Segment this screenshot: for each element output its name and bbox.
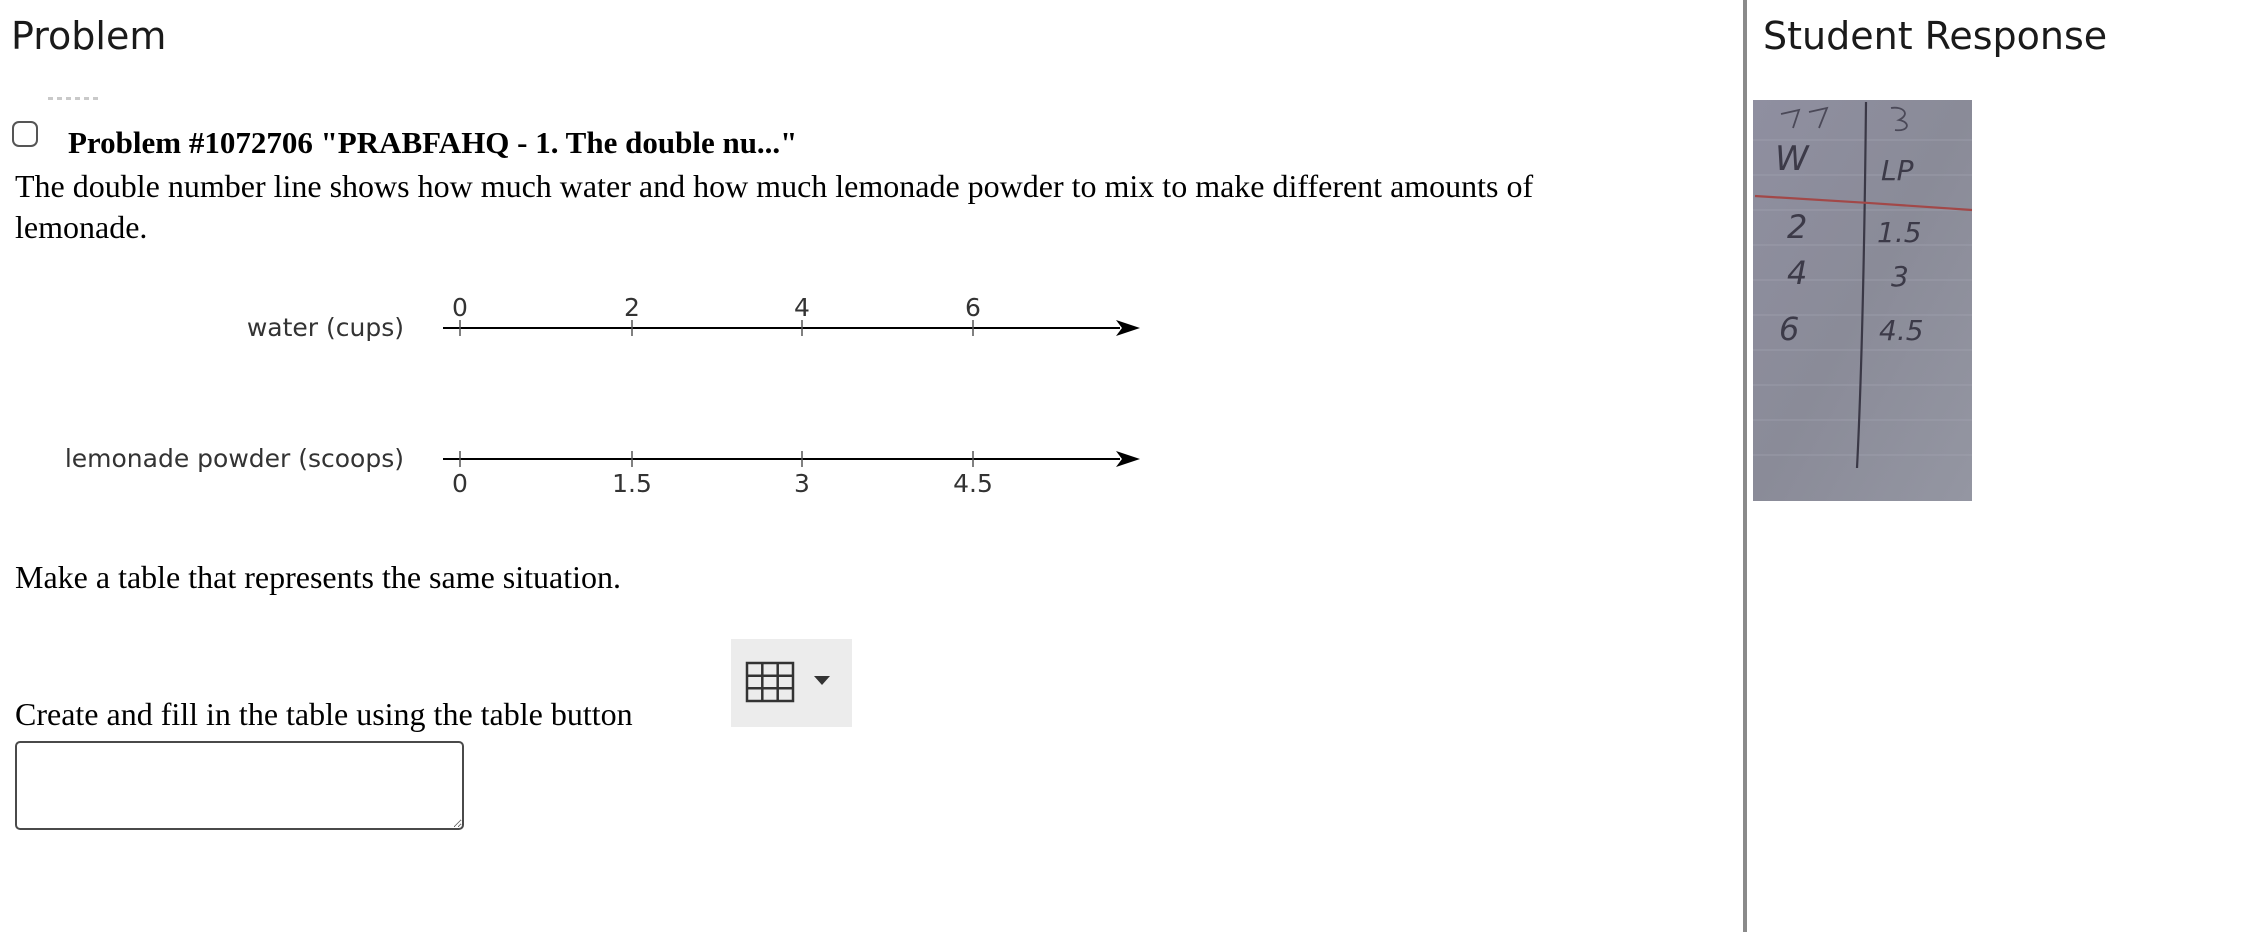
answer-input[interactable] (15, 741, 464, 830)
lemonade-powder-label: lemonade powder (scoops) (64, 444, 404, 473)
water-tick-label: 0 (452, 293, 468, 322)
student-response-panel (1747, 0, 2242, 932)
water-ticks (452, 293, 981, 336)
student-response-heading: Student Response (1763, 14, 2108, 58)
handwritten-cell: 3 (1891, 260, 1909, 293)
table-prompt: Make a table that represents the same situation. (15, 559, 622, 595)
handwritten-cell: 4 (1787, 254, 1808, 292)
handwritten-cell: 6 (1779, 310, 1800, 348)
problem-panel-heading: Problem (11, 14, 167, 58)
double-number-line (0, 280, 1200, 510)
problem-statement: The double number line shows how much water and how much lemonade powder to mix to make different amounts of lemonade. (15, 168, 1534, 245)
handwritten-cell: 4.5 (1879, 314, 1924, 347)
faint-header-mark (48, 97, 100, 100)
handwritten-header: W (1775, 139, 1809, 179)
water-tick-label: 6 (965, 293, 981, 322)
problem-select-checkbox[interactable] (12, 121, 38, 147)
handwritten-header: LP (1881, 154, 1914, 187)
water-label: water (cups) (246, 313, 404, 342)
handwritten-cell: 1.5 (1877, 216, 1922, 249)
powder-tick-label: 4.5 (953, 469, 993, 498)
water-tick-label: 2 (624, 293, 640, 322)
powder-tick-label: 1.5 (612, 469, 652, 498)
table-grid-icon (731, 639, 852, 727)
handwritten-cell: 2 (1787, 208, 1808, 246)
water-tick-label: 4 (794, 293, 810, 322)
student-response-image (1753, 100, 1972, 501)
problem-title: Problem #1072706 "PRABFAHQ - 1. The double nu..." (68, 125, 798, 160)
insert-table-button[interactable] (731, 639, 852, 727)
create-table-instruction: Create and fill in the table using the table button (15, 696, 633, 732)
chevron-down-icon (814, 676, 830, 685)
powder-tick-label: 0 (452, 469, 468, 498)
powder-tick-label: 3 (794, 469, 810, 498)
